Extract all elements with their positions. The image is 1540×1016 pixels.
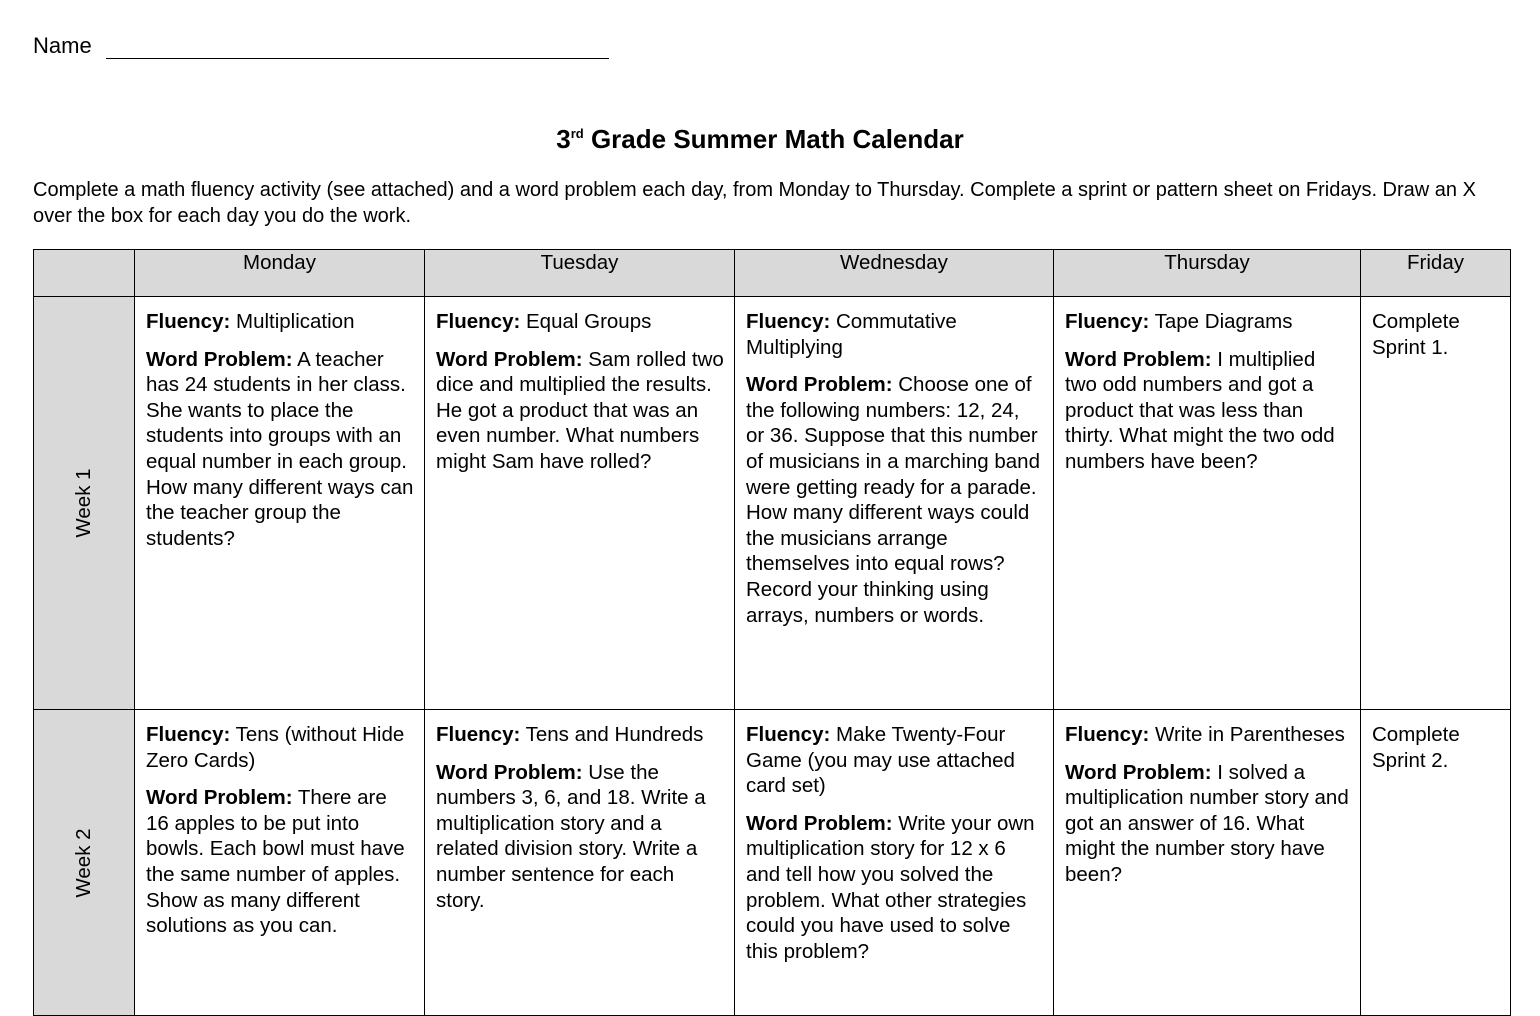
day-cell-friday[interactable] [1361,297,1511,710]
word-problem-text: Word Problem: Use the numbers 3, 6, and 18. Write a multiplication story and a related division story. Write a number sentence for each story. [436,760,706,912]
sprint-text: Complete Sprint 2. [1372,723,1460,772]
name-label: Name [33,33,92,58]
fluency-text: Fluency: Write in Parentheses [1065,723,1345,746]
fluency-text: Fluency: Commutative Multiplying [746,310,957,359]
week-label-cell [34,710,135,1016]
day-cell-thursday[interactable] [1054,297,1361,710]
day-cell-tuesday[interactable] [425,710,735,1016]
page-title: 3rd Grade Summer Math Calendar [556,124,964,154]
day-cell-thursday[interactable] [1054,710,1361,1016]
week-row [34,710,1511,1016]
word-problem-text: Word Problem: Choose one of the following numbers: 12, 24, or 36. Suppose that this number of musicians in a marching band were getting ready for a parade. How many different ways could the musicians arrange themselves into equal rows? Record your thinking using arrays, numbers or words. [746,373,1040,627]
day-cell-tuesday[interactable] [425,297,735,710]
day-cell-monday[interactable] [135,710,425,1016]
word-problem-text: Word Problem: Sam rolled two dice and multiplied the results. He got a product that was an even number. What numbers might Sam have rolled? [436,347,724,473]
fluency-text: Fluency: Tens (without Hide Zero Cards) [146,723,405,772]
day-cell-wednesday[interactable] [735,297,1054,710]
header-monday: Monday [135,250,425,297]
header-tuesday: Tuesday [425,250,735,297]
fluency-text: Fluency: Make Twenty-Four Game (you may use attached card set) [746,723,1015,798]
day-cell-monday[interactable] [135,297,425,710]
word-problem-text: Word Problem: I multiplied two odd numbers and got a product that was less than thirty. What might the two odd numbers have been? [1065,347,1335,473]
week-label: Week 1 [72,468,96,538]
name-blank-line[interactable] [106,30,609,59]
header-row [34,250,1511,297]
word-problem-text: Word Problem: Write your own multiplication story for 12 x 6 and tell how you solved the problem. What other strategies could you have used to solve this problem? [746,811,1035,963]
fluency-text: Fluency: Multiplication [146,310,355,333]
week-label: Week 2 [72,827,96,898]
math-calendar-table [33,249,1511,1016]
header-friday: Friday [1361,250,1511,297]
sprint-text: Complete Sprint 1. [1372,310,1460,359]
fluency-text: Fluency: Tens and Hundreds [436,723,704,746]
instructions: Complete a math fluency activity (see attached) and a word problem each day, from Monday to Thursday. Complete a sprint or pattern sheet on Fridays. Draw an X over the box for each day you do the work. [33,179,1476,227]
word-problem-text: Word Problem: I solved a multiplication number story and got an answer of 16. What might the number story have been? [1065,760,1349,886]
corner-cell [34,250,135,297]
fluency-text: Fluency: Equal Groups [436,310,652,333]
header-wednesday: Wednesday [735,250,1054,297]
day-cell-wednesday[interactable] [735,710,1054,1016]
day-cell-friday[interactable] [1361,710,1511,1016]
fluency-text: Fluency: Tape Diagrams [1065,310,1293,333]
word-problem-text: Word Problem: There are 16 apples to be put into bowls. Each bowl must have the same number of apples. Show as many different solutions as you can. [146,786,405,938]
week-row [34,297,1511,710]
week-label-cell [34,297,135,710]
header-thursday: Thursday [1054,250,1361,297]
name-field [33,30,609,59]
word-problem-text: Word Problem: A teacher has 24 students in her class. She wants to place the students into groups with an equal number in each group. How many different ways can the teacher group the students? [146,347,414,550]
